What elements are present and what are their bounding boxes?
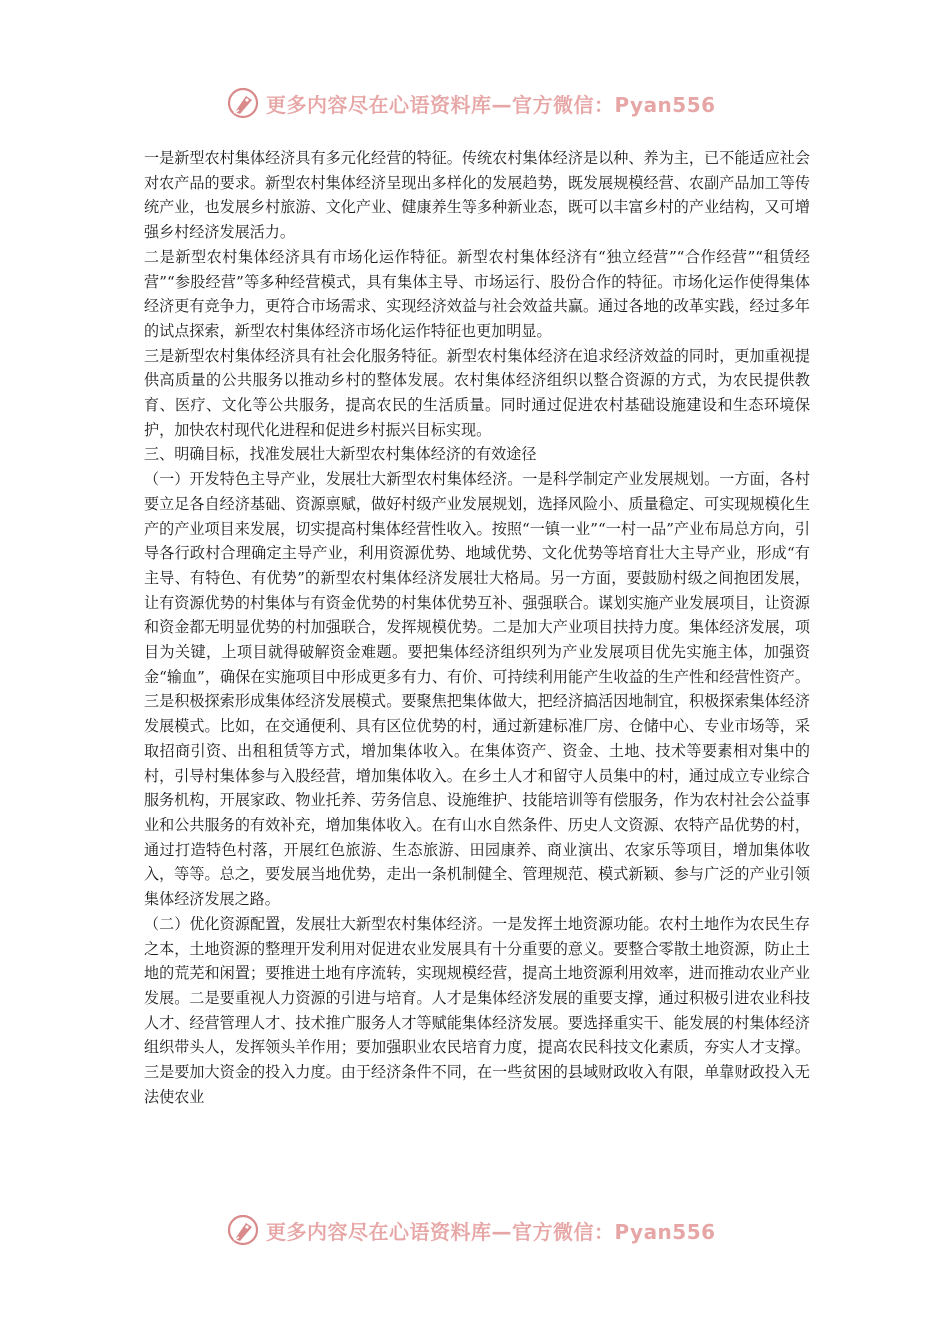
section-heading-three: 三、明确目标，找准发展壮大新型农村集体经济的有效途径 xyxy=(144,445,537,464)
paragraph-diversified-operation: 一是新型农村集体经济具有多元化经营的特征。传统农村集体经济是以种、养为主，已不能适应社会对农产品的要求。新型农村集体经济呈现出多样化的发展趋势，既发展规模经营、农副产品加工等传统产业，也发展乡村旅游、文化产业、健康养生等多种新业态，既可以丰富乡村的产业结构，又可增强乡村经济发展活力。 xyxy=(144,149,810,242)
document-body xyxy=(144,146,810,1109)
paragraph-social-service: 三是新型农村集体经济具有社会化服务特征。新型农村集体经济在追求经济效益的同时，更加重视提供高质量的公共服务以推动乡村的整体发展。农村集体经济组织以整合资源的方式，为农民提供教育、医疗、文化等公共服务，提高农民的生活质量。同时通过促进农村基础设施建设和生态环境保护，加快农村现代化进程和促进乡村振兴目标实现。 xyxy=(144,346,810,439)
watermark-text: 更多内容尽在心语资料库—官方微信：Pyan556 xyxy=(266,92,716,117)
paragraph-market-operation: 二是新型农村集体经济具有市场化运作特征。新型农村集体经济有“独立经营”“合作经营”“租赁经营”“参股经营”等多种经营模式，具有集体主导、市场运行、股份合作的特征。市场化运作使得集体经济更有竞争力，更符合市场需求、实现经济效益与社会效益共赢。通过各地的改革实践，经过多年的试点探索，新型农村集体经济市场化运作特征也更加明显。 xyxy=(144,247,810,340)
paragraph-characteristic-industry: （一）开发特色主导产业，发展壮大新型农村集体经济。一是科学制定产业发展规划。一方面，各村要立足各自经济基础、资源禀赋，做好村级产业发展规划，选择风险小、质量稳定、可实现规模化生产的产业项目来发展，切实提高村集体经营性收入。按照“一镇一业”“一村一品”产业布局总方向，引导各行政村合理确定主导产业，利用资源优势、地域优势、文化优势等培育壮大主导产业，形成“有主导、有特色、有优势”的新型农村集体经济发展壮大格局。另一方面，要鼓励村级之间抱团发展，让有资源优势的村集体与有资金优势的村集体优势互补、强强联合。谋划实施产业发展项目，让资源和资金都无明显优势的村加强联合，发挥规模优势。二是加大产业项目扶持力度。集体经济发展，项目为关键，上项目就得破解资金难题。要把集体经济组织列为产业发展项目优先实施主体，加强资金“输血”，确保在实施项目中形成更多有力、有价、可持续利用能产生收益的生产性和经营性资产。三是积极探索形成集体经济发展模式。要聚焦把集体做大，把经济搞活因地制宜，积极探索集体经济发展模式。比如，在交通便利、具有区位优势的村，通过新建标准厂房、仓储中心、专业市场等，采取招商引资、出租租赁等方式，增加集体收入。在集体资产、资金、土地、技术等要素相对集中的村，引导村集体参与入股经营，增加集体收入。在乡土人才和留守人员集中的村，通过成立专业综合服务机构，开展家政、物业托养、劳务信息、设施维护、技能培训等有偿服务，作为农村社会公益事业和公共服务的有效补充，增加集体收入。在有山水自然条件、历史人文资源、农特产品优势的村，通过打造特色村落，开展红色旅游、生态旅游、田园康养、商业演出、农家乐等项目，增加集体收入，等等。总之，要发展当地优势，走出一条机制健全、管理规范、模式新颖、参与广泛的产业引领集体经济发展之路。 xyxy=(144,470,810,909)
pen-nib-logo-icon xyxy=(226,1213,260,1247)
header-watermark xyxy=(226,83,746,123)
footer-watermark xyxy=(226,1210,746,1250)
pen-nib-logo-icon xyxy=(226,86,260,120)
paragraph-resource-allocation: （二）优化资源配置，发展壮大新型农村集体经济。一是发挥土地资源功能。农村土地作为农民生存之本，土地资源的整理开发利用对促进农业发展具有十分重要的意义。要整合零散土地资源，防止土地的荒芜和闲置；要推进土地有序流转，实现规模经营，提高土地资源利用效率，进而推动农业产业发展。二是要重视人力资源的引进与培育。人才是集体经济发展的重要支撑，通过积极引进农业科技人才、经营管理人才、技术推广服务人才等赋能集体经济发展。要选择重实干、能发展的村集体经济组织带头人，发挥领头羊作用；要加强职业农民培育力度，提高农民科技文化素质，夯实人才支撑。三是要加大资金的投入力度。由于经济条件不同，在一些贫困的县域财政收入有限，单靠财政投入无法使农业 xyxy=(144,914,810,1106)
watermark-text: 更多内容尽在心语资料库—官方微信：Pyan556 xyxy=(266,1219,716,1244)
